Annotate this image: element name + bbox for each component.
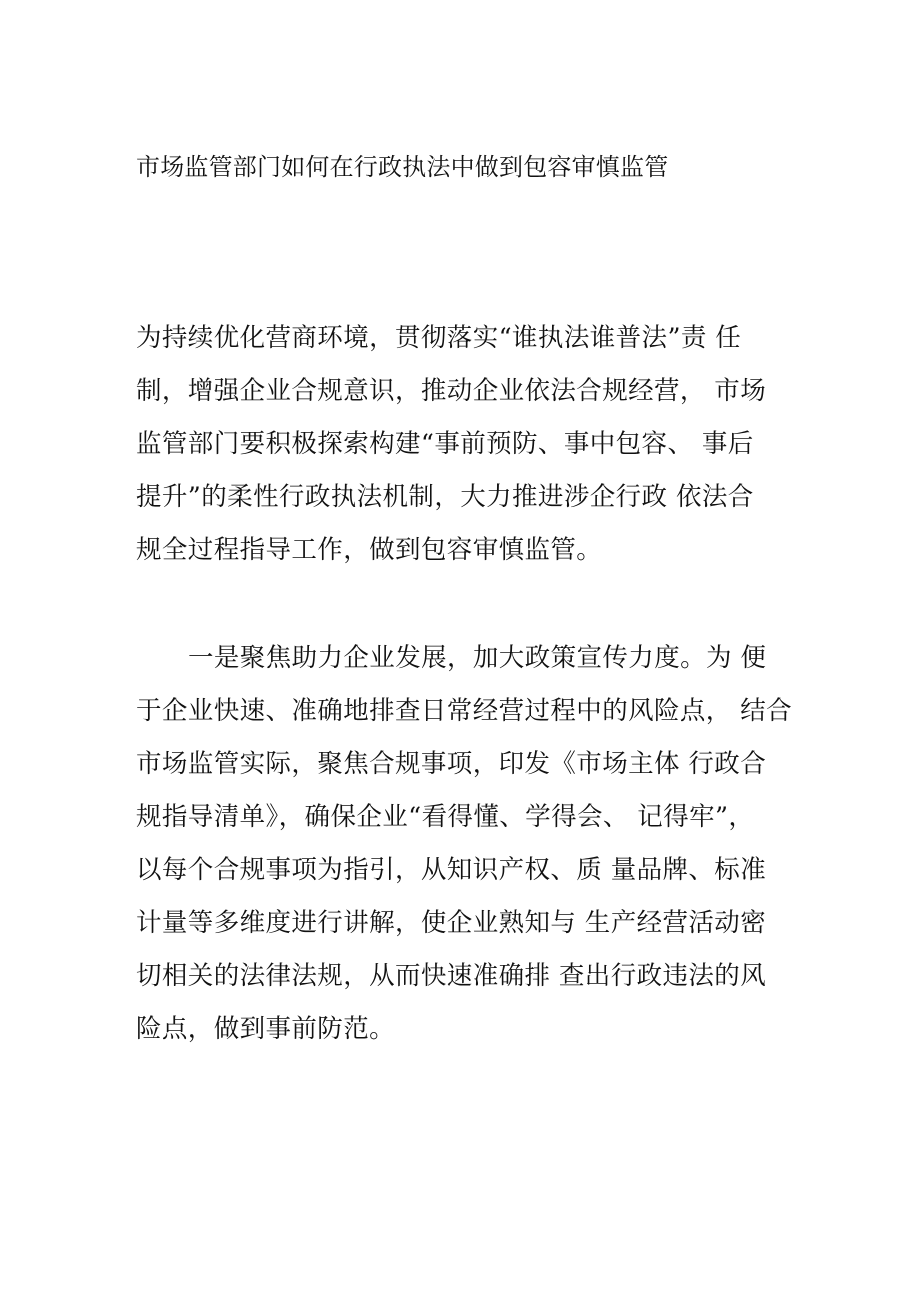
paragraph-line: 监管部门要积极探索构建“事前预防、事中包容、 事后	[136, 429, 754, 459]
paragraph-line: 为持续优化营商环境，贯彻落实“谁执法谁普法”责 任	[136, 323, 742, 353]
paragraph-line: 以每个合规事项为指引，从知识产权、质 量品牌、标准	[136, 855, 767, 885]
document-title: 市场监管部门如何在行政执法中做到包容审慎监管	[136, 153, 669, 181]
paragraph-line: 于企业快速、准确地排查日常经营过程中的风险点， 结合	[136, 696, 793, 726]
paragraph-line: 规指导清单》，确保企业“看得懂、学得会、 记得牢”，	[136, 802, 755, 832]
paragraph-line: 切相关的法律法规，从而快速准确排 查出行政违法的风	[136, 961, 767, 991]
paragraph-intro	[136, 312, 796, 577]
paragraph-line: 一是聚焦助力企业发展，加大政策宣传力度。为 便	[188, 643, 767, 673]
paragraph-point-one	[136, 632, 796, 1056]
paragraph-line: 提升”的柔性行政执法机制，大力推进涉企行政 依法合	[136, 482, 754, 512]
paragraph-line: 规全过程指导工作，做到包容审慎监管。	[136, 535, 603, 565]
paragraph-line: 计量等多维度进行讲解，使企业熟知与 生产经营活动密	[136, 908, 767, 938]
paragraph-line: 市场监管实际，聚焦合规事项，印发《市场主体 行政合	[136, 749, 767, 779]
paragraph-line: 险点，做到事前防范。	[136, 1014, 396, 1044]
paragraph-line: 制，增强企业合规意识，推动企业依法合规经营， 市场	[136, 376, 767, 406]
